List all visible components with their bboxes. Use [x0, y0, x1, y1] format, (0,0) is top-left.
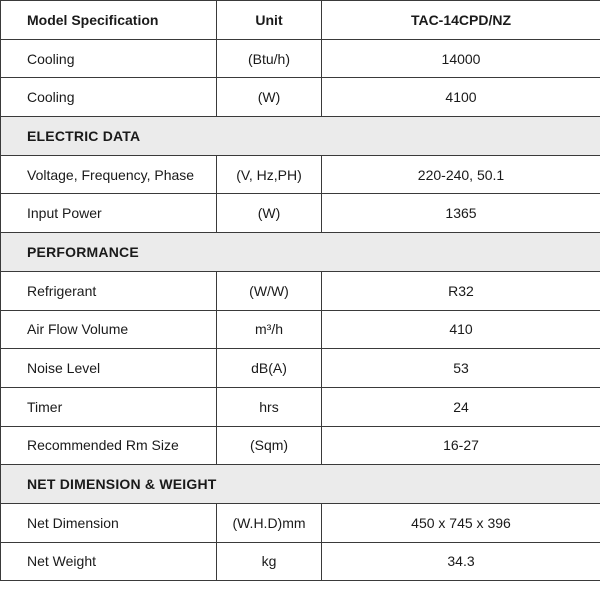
- table-row: [1, 155, 600, 194]
- row-unit: kg: [217, 542, 322, 581]
- row-unit: m³/h: [217, 310, 322, 349]
- row-unit: (W): [217, 78, 322, 117]
- row-unit: (V, Hz,PH): [217, 155, 322, 194]
- table-row: [1, 387, 600, 426]
- row-unit: (W.H.D)mm: [217, 503, 322, 542]
- row-value: 34.3: [322, 542, 600, 581]
- row-label: Voltage, Frequency, Phase: [1, 155, 217, 194]
- row-label: Cooling: [1, 39, 217, 78]
- header-unit: Unit: [217, 1, 322, 40]
- table-row: [1, 542, 600, 581]
- row-value: 24: [322, 387, 600, 426]
- row-label: Input Power: [1, 194, 217, 233]
- row-value: 410: [322, 310, 600, 349]
- section-header-electric-data: [1, 117, 600, 156]
- row-unit: dB(A): [217, 349, 322, 388]
- row-label: Air Flow Volume: [1, 310, 217, 349]
- section-header-net-dimension-weight: [1, 465, 600, 504]
- table-row: [1, 310, 600, 349]
- row-label: Timer: [1, 387, 217, 426]
- section-title: ELECTRIC DATA: [1, 117, 600, 156]
- row-unit: (Btu/h): [217, 39, 322, 78]
- row-unit: hrs: [217, 387, 322, 426]
- table-row: [1, 349, 600, 388]
- section-header-performance: [1, 233, 600, 272]
- row-label: Noise Level: [1, 349, 217, 388]
- header-row: [1, 1, 600, 40]
- row-value: 450 x 745 x 396: [322, 503, 600, 542]
- header-model: TAC-14CPD/NZ: [322, 1, 600, 40]
- row-value: 53: [322, 349, 600, 388]
- row-value: 14000: [322, 39, 600, 78]
- table-row: [1, 426, 600, 465]
- header-label: Model Specification: [1, 1, 217, 40]
- row-unit: (Sqm): [217, 426, 322, 465]
- table-row: [1, 503, 600, 542]
- section-title: PERFORMANCE: [1, 233, 600, 272]
- table-row: [1, 39, 600, 78]
- table-row: [1, 271, 600, 310]
- row-value: 220-240, 50.1: [322, 155, 600, 194]
- row-unit: (W): [217, 194, 322, 233]
- table-row: [1, 194, 600, 233]
- table-row: [1, 78, 600, 117]
- row-value: 1365: [322, 194, 600, 233]
- row-label: Refrigerant: [1, 271, 217, 310]
- row-label: Recommended Rm Size: [1, 426, 217, 465]
- row-label: Net Weight: [1, 542, 217, 581]
- row-value: 16-27: [322, 426, 600, 465]
- row-label: Cooling: [1, 78, 217, 117]
- section-title: NET DIMENSION & WEIGHT: [1, 465, 600, 504]
- row-value: 4100: [322, 78, 600, 117]
- row-value: R32: [322, 271, 600, 310]
- row-label: Net Dimension: [1, 503, 217, 542]
- row-unit: (W/W): [217, 271, 322, 310]
